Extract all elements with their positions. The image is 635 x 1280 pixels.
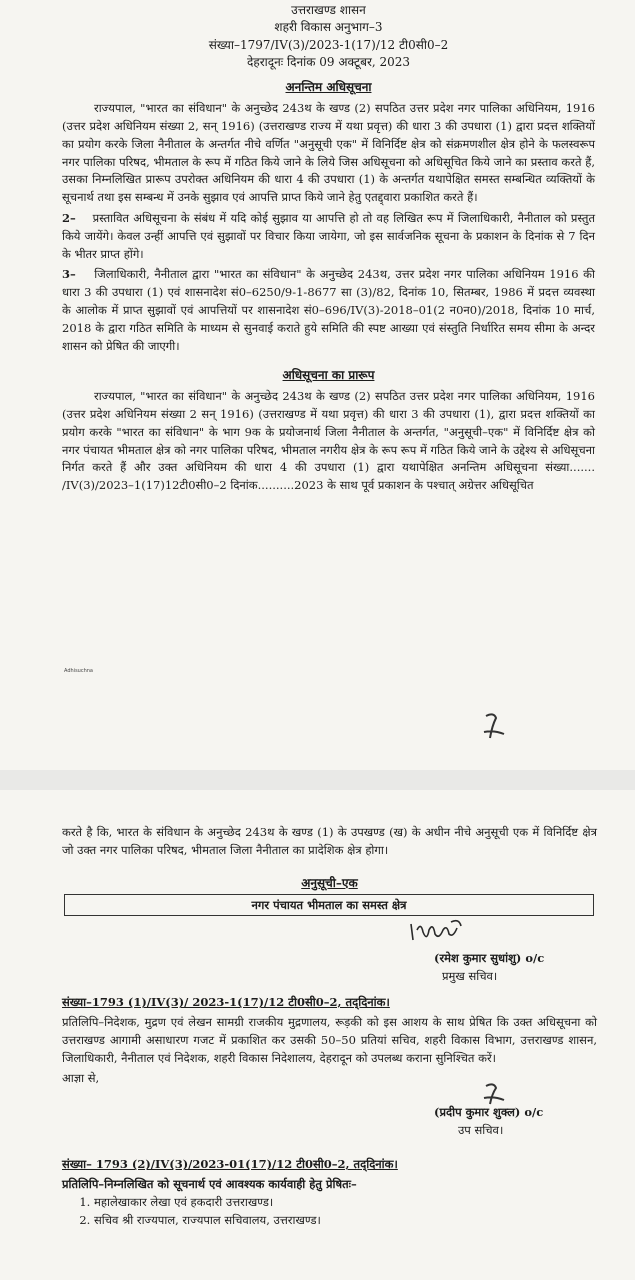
signature-scribble-icon <box>407 916 467 948</box>
header-government: उत्तराखण्ड शासन <box>291 3 366 17</box>
signature-block-2 <box>62 1088 597 1150</box>
header-department: शहरी विकास अनुभाग–3 <box>274 20 383 35</box>
copy-1-text: प्रतिलिपि–निदेशक, मुद्रण एवं लेखन सामग्री राजकीय मुद्रणालय, रूड़की को इस आशय के साथ प्रेषित कि उक्त अधिसूचना को उत्तराखण्ड आगामी असाधारण गजट में प्रकाशित कर उसकी 50–50 प्रतियां सचिव, शहरी विकास विभाग, उत्तराखण्ड शासन, जिलाधिकारी, नैनीताल एवं निदेशक, शहरी विकास निदेशालय, देहरादून को उपलब्ध कराना सुनिश्चित करें। <box>62 1015 597 1065</box>
copy-1-reference: संख्या–1793 (1)/IV(3)/ 2023-1(17)/12 टी0सी0–2, तद्‌दिनांक। <box>62 995 390 1010</box>
paragraph-2-number: 2– <box>62 211 76 226</box>
signature-block-1 <box>62 916 597 988</box>
copy-2-intro: प्रतिलिपि–निम्नलिखित को सूचनार्थ एवं आवश्यक कार्यवाही हेतु प्रेषितः– <box>62 1177 357 1192</box>
continuation-text: करते है कि, भारत के संविधान के अनुच्छेद 243थ के खण्ड (1) के उपखण्ड (ख) के अधीन नीचे अनुसूची एक में विनिर्दिष्ट क्षेत्र जो उक्त नगर पालिका परिषद, भीमताल जिला नैनीताल का प्रादेशिक क्षेत्र होगा। <box>62 825 597 857</box>
header-reference: संख्या–1797/IV(3)/2023-1(17)/12 टी0सी0–2 <box>208 37 449 52</box>
list-item: 1. महालेखाकार लेखा एवं हकदारी उत्तराखण्ड। <box>94 1194 597 1212</box>
recipient-list <box>62 1194 597 1230</box>
header-place-date: देहरादूनः दिनांक 09 अक्टूबर, 2023 <box>246 55 411 70</box>
paragraph-3-number: 3– <box>62 267 76 282</box>
list-item: 2. सचिव श्री राज्यपाल, राज्यपाल सचिवालय, उत्तराखण्ड। <box>94 1212 597 1230</box>
schedule-box: नगर पंचायत भीमताल का समस्त क्षेत्र <box>64 894 594 916</box>
draft-title: अधिसूचना का प्रारूप <box>282 367 375 382</box>
schedule-title: अनुसूची–एक <box>301 875 358 890</box>
paragraph-1: राज्यपाल, "भारत का संविधान" के अनुच्छेद 243थ के खण्ड (2) सपठित उत्तर प्रदेश नगर पालिका अधिनियम, 1916 (उत्तर प्रदेश अधिनियम संख्या 2, सन् 1916) (उत्तराखण्ड राज्य में यथा प्रवृत्त) की धारा 3 की उपधारा (1) द्वारा प्रदत्त शक्तियों का प्रयोग करके जिला नैनीताल के अन्तर्गत नीचे वर्णित "अनुसूची एक" में विनिर्दिष्ट क्षेत्र को संक्रमणशील क्षेत्र होने के फलस्वरूप नगर पालिका परिषद, भीमताल के रूप में गठित किये जाने के लिये जिस अधिसूचना को अधिसूचित किये जाने का प्रस्ताव करते हैं, उसका निम्नलिखित प्रारूप उपरोक्त अधिनियम की धारा 4 की उपधारा (1) के अन्तर्गत यथापेक्षित समस्त सम्बन्धित व्यक्तियों के सूचनार्थ तथा इस सम्बन्ध में उनके सुझाव एवं आपत्ति प्राप्त किये जाने हेतु एतद्द्वारा प्रकाशित करते हैं। <box>62 101 595 205</box>
copy-2-reference: संख्या– 1793 (2)/IV(3)/2023-01(17)/12 टी0सी0–2, तद्‌दिनांक। <box>62 1157 398 1172</box>
signatory-1-name: (रमेश कुमार सुधांशु) ο/c <box>434 951 545 966</box>
paragraph-3 <box>62 266 595 355</box>
notification-title: अनन्तिम अधिसूचना <box>285 79 372 94</box>
paragraph-2-text: प्रस्तावित अधिसूचना के संबंध में यदि कोई सुझाव या आपत्ति हो तो वह लिखित रूप में जिलाधिकारी, नैनीताल को प्रस्तुत किये जायेंगे। केवल उन्हीं आपत्ति एवं सुझावों पर विचार किया जायेगा, जो इस सार्वजनिक सूचना के प्रकाशन के दिनांक से 7 दिन के भीतर प्राप्त होंगे। <box>62 211 596 261</box>
paragraph-3-text: जिलाधिकारी, नैनीताल द्वारा "भारत का संविधान" के अनुच्छेद 243थ, उत्तर प्रदेश नगर पालिका अधिनियम 1916 की धारा 3 की उपधारा (1) एवं शासनादेश सं0–6250/9-1-8677 सा (3)/82, दिनांक 10, सितम्बर, 1986 में प्रदत्त व्यवस्था के आलोक में प्राप्त सुझावों एवं आपत्तियों पर शासनादेश सं0–696/IV(3)-2018–01(2 न0न0)/2018, दिनांक 10 मार्च, 2018 के द्वारा गठित समिति के माध्यम से सुनवाई कराते हुये समिति की स्पष्ट आख्या एवं संस्तुति निर्धारित समय सीमा के अन्दर शासन को प्रेषित की जाएगी। <box>62 267 595 353</box>
footer-note: Adhisuchna <box>64 668 93 674</box>
initials-signature <box>478 710 508 753</box>
paragraph-2 <box>62 210 595 263</box>
document-page-2 <box>0 790 635 1280</box>
signatory-2-designation: उप सचिव। <box>458 1123 504 1138</box>
signature-mark-icon <box>478 710 508 744</box>
signatory-1-designation: प्रमुख सचिव। <box>442 969 498 984</box>
draft-paragraph: राज्यपाल, "भारत का संविधान" के अनुच्छेद 243थ के खण्ड (2) सपठित उत्तर प्रदेश नगर पालिका अधिनियम, 1916 (उत्तर प्रदेश अधिनियम संख्या 2 सन् 1916) (उत्तराखण्ड में यथा प्रवृत्त) की धारा 3 की उपधारा (1), द्वारा प्रदत्त शक्तियों का प्रयोग करके "भारत का संविधान" के भाग 9क के प्रयोजनार्थ जिला नैनीताल के अन्तर्गत, "अनुसूची–एक" में विनिर्दिष्ट क्षेत्र को नगर पंचायत भीमताल क्षेत्र को नगर पालिका परिषद, भीमताल नगरीय क्षेत्र के रूप रूप में गठित किये जाने के उद्देश्य से अधिसूचना निर्गत करते हैं और उक्त अधिनियम की धारा 4 की उपधारा (1) द्वारा यथापेक्षित अनन्तिम अधिसूचना संख्या....... /IV(3)/2023–1(17)12टी0सी0–2 दिनांक..........2023 के साथ पूर्व प्रकाशन के पश्चात् अग्रेत्तर अधिसूचित <box>62 389 595 493</box>
signatory-2-name: (प्रदीप कुमार शुक्ल) ο/c <box>434 1105 544 1120</box>
by-order: आज्ञा से, <box>62 1071 100 1086</box>
